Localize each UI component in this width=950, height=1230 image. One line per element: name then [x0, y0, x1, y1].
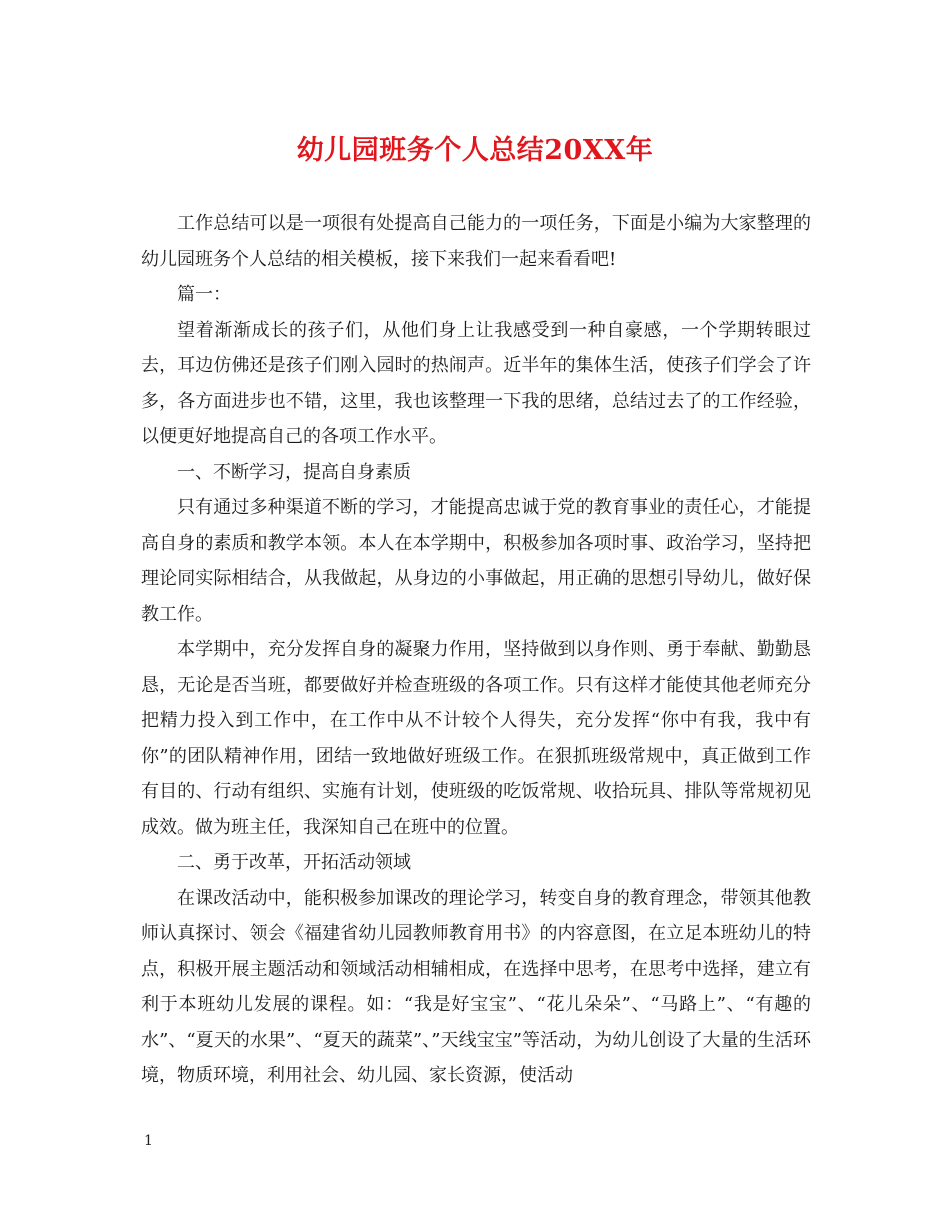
paragraph-intro: 工作总结可以是一项很有处提高自己能力的一项任务，下面是小编为大家整理的幼儿园班务个人总结的相关模板，接下来我们一起来看看吧!: [141, 213, 811, 270]
paragraph-opening: 望着渐渐成长的孩子们，从他们身上让我感受到一种自豪感，一个学期转眼过去，耳边仿佛还是孩子们刚入园时的热闹声。近半年的集体生活，使孩子们学会了许多，各方面进步也不错，这里，我也该整理一下我的思绪，总结过去了的工作经验，以便更好地提高自己的各项工作水平。: [141, 319, 811, 447]
paragraph-reform: 在课改活动中，能积极参加课改的理论学习，转变自身的教育理念，带领其他教师认真探讨、领会《福建省幼儿园教师教育用书》的内容意图，在立足本班幼儿的特点，积极开展主题活动和领域活动相辅相成，在选择中思考，在思考中选择，建立有利于本班幼儿发展的课程。如：“我是好宝宝”、“花儿朵朵”、“马路上”、“有趣的水”、“夏天的水果”、“夏天的蔬菜”、”天线宝宝”等活动，为幼儿创设了大量的生活环境，物质环境，利用社会、幼儿园、家长资源，使活动: [141, 887, 811, 1086]
document-body: [141, 206, 811, 1094]
section-heading-1: 一、不断学习，提高自身素质: [177, 461, 411, 483]
section-heading-2: 二、勇于改革，开拓活动领域: [177, 852, 411, 873]
page-number: 1: [144, 1133, 153, 1149]
paragraph-cohesion: 本学期中，充分发挥自身的凝聚力作用，坚持做到以身作则、勇于奉献、勤勤恳恳，无论是否当班，都要做好并检查班级的各项工作。只有这样才能使其他老师充分把精力投入到工作中，在工作中从不计较个人得失，充分发挥“你中有我，我中有你”的团队精神作用，团结一致地做好班级工作。在狠抓班级常规中，真正做到工作有目的、行动有组织、实施有计划，使班级的吃饭常规、收拾玩具、排队等常规初见成效。做为班主任，我深知自己在班中的位置。: [141, 639, 811, 838]
document-title: 幼儿园班务个人总结20XX年: [296, 135, 654, 166]
paragraph-part-one-label: 篇一：: [177, 284, 231, 305]
paragraph-study: 只有通过多种渠道不断的学习，才能提高忠诚于党的教育事业的责任心，才能提高自身的素质和教学本领。本人在本学期中，积极参加各项时事、政治学习，坚持把理论同实际相结合，从我做起，从身边的小事做起，用正确的思想引导幼儿，做好保教工作。: [141, 497, 811, 625]
